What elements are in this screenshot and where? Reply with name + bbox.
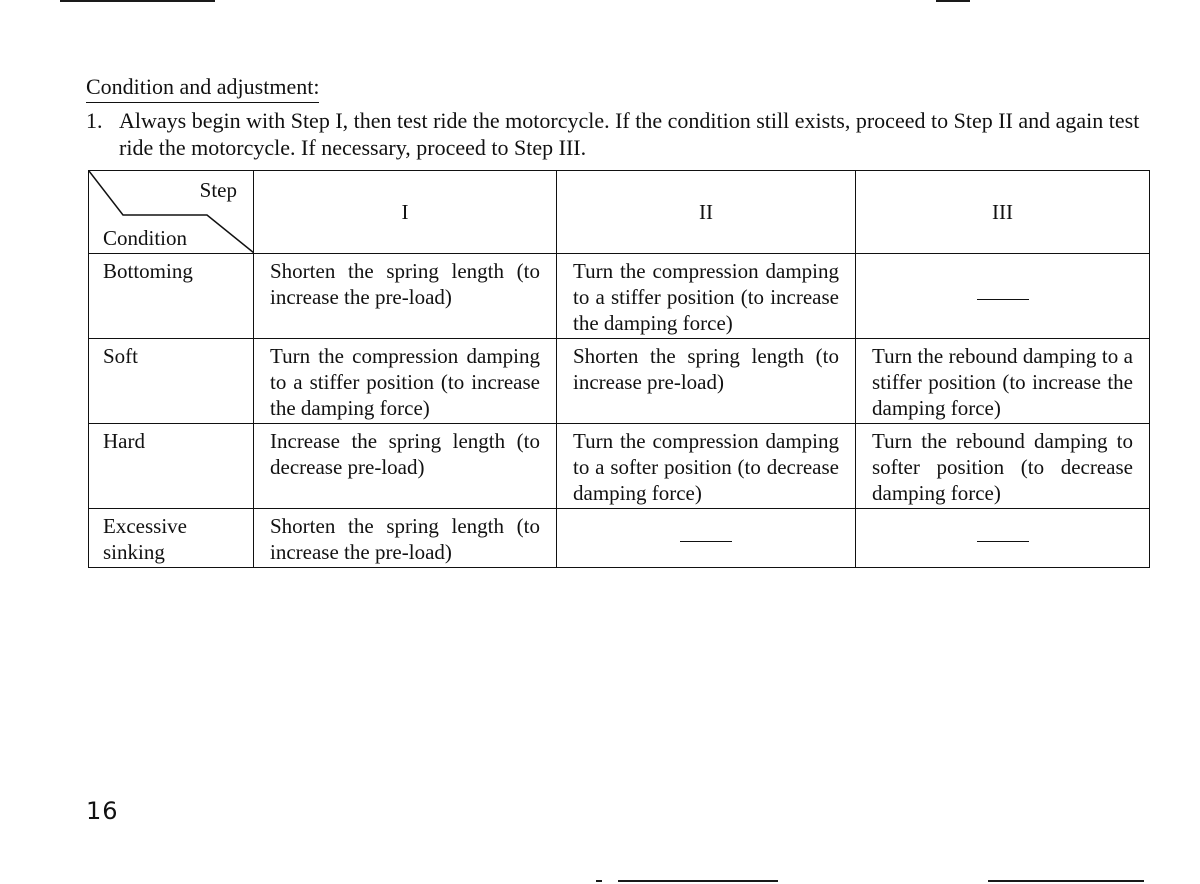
condition-cell: Hard	[89, 424, 254, 509]
step-1-cell: Shorten the spring length (to increase the pre-load)	[254, 509, 557, 568]
step-2-cell-empty	[557, 509, 856, 568]
column-header-step-1: I	[254, 171, 557, 254]
step-2-cell: Turn the compression damping to a stiffer position (to increase the damping force)	[557, 254, 856, 339]
step-3-cell: Turn the rebound damping to a stiffer position (to increase the damping force)	[856, 339, 1150, 424]
instruction-note	[86, 107, 1152, 161]
table-row	[89, 509, 1150, 568]
condition-cell: Excessive sinking	[89, 509, 254, 568]
table-header-row	[89, 171, 1150, 254]
column-header-step-2: II	[557, 171, 856, 254]
no-action-dash	[977, 541, 1029, 542]
note-number: 1.	[86, 108, 103, 133]
adjustment-table	[88, 170, 1150, 568]
step-1-cell: Turn the compression damping to a stiffer position (to increase the damping force)	[254, 339, 557, 424]
step-3-cell-empty	[856, 509, 1150, 568]
condition-cell: Bottoming	[89, 254, 254, 339]
table-row	[89, 339, 1150, 424]
no-action-dash	[977, 299, 1029, 300]
table-row	[89, 424, 1150, 509]
page-number: 16	[86, 797, 119, 825]
bottom-rule-center	[618, 880, 778, 882]
bottom-rule-dot	[596, 880, 602, 882]
no-action-dash	[680, 541, 732, 542]
table-row	[89, 254, 1150, 339]
bottom-rule-right	[988, 880, 1144, 882]
step-1-cell: Shorten the spring length (to increase the pre-load)	[254, 254, 557, 339]
condition-cell: Soft	[89, 339, 254, 424]
top-rule-left	[60, 0, 215, 2]
step-2-cell: Turn the compression damping to a softer position (to decrease damping force)	[557, 424, 856, 509]
step-1-cell: Increase the spring length (to decrease pre-load)	[254, 424, 557, 509]
section-heading: Condition and adjustment:	[86, 74, 319, 103]
corner-label-condition: Condition	[103, 226, 188, 250]
corner-label-step: Step	[199, 178, 237, 202]
step-3-cell-empty	[856, 254, 1150, 339]
step-3-cell: Turn the rebound damping to softer position (to decrease damping force)	[856, 424, 1150, 509]
top-rule-right	[936, 0, 970, 2]
column-header-step-3: III	[856, 171, 1150, 254]
note-text: Always begin with Step I, then test ride the motorcycle. If the condition still exists, proceed to Step II and again test ride the motorcycle. If necessary, proceed to Step III.	[119, 108, 1140, 160]
corner-header	[89, 171, 254, 254]
step-2-cell: Shorten the spring length (to increase pre-load)	[557, 339, 856, 424]
